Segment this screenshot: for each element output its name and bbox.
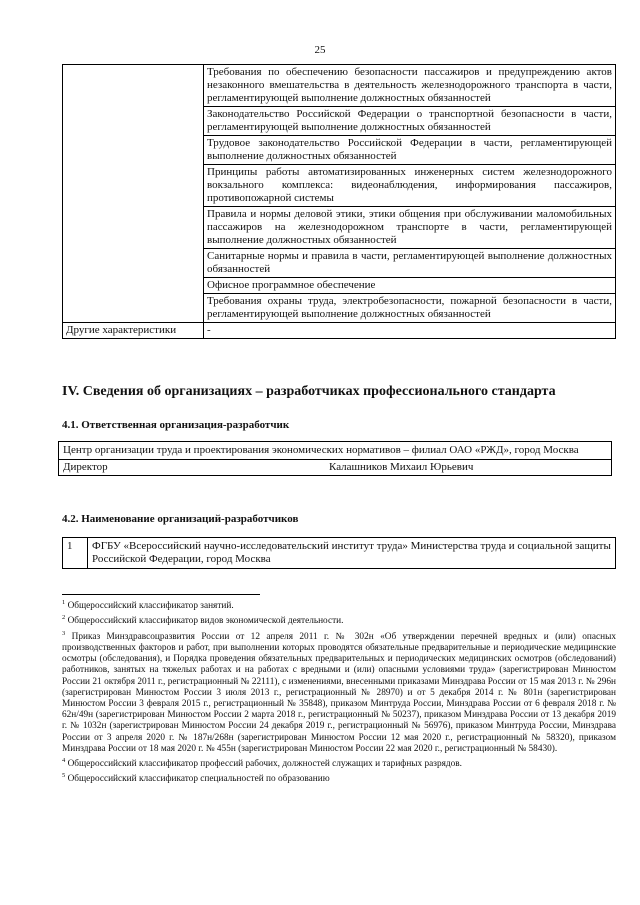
table-row [63,65,616,107]
responsible-organization-box [58,441,612,476]
table-cell: Принципы работы автоматизированных инженерных систем железнодорожного вокзального комплекса: видеонаблюдения, информирования пассажиров, противопожарной системы [204,165,616,207]
knowledge-table [62,64,616,339]
footnote-mark: 5 [62,772,66,780]
table-row [63,538,616,569]
footnote [62,597,616,612]
footnote-text: Приказ Минздравсоцразвития России от 12 апреля 2011 г. № 302н «Об утверждении перечней вредных и (или) опасных производственных факторов и работ, при выполнении которых проводятся обязательные предварительные и периодические медицинские осмотры (обследования), и Порядка проведения обязательных предварительных и периодических медицинских осмотров (обследований) работников, занятых на тяжелых работах и на работах с вредными и (или) опасными условиями труда» (зарегистрирован Минюстом России 21 октября 2011 г., регистрационный № 22111), с изменениями, внесенными приказами Минздрава России от 15 мая 2013 г. № 296н (зарегистрирован Минюстом России 3 июля 2013 г., регистрационный № 28970) и от 5 декабря 2014 г. № 801н (зарегистрирован Минюстом России 3 февраля 2015 г., регистрационный № 35848), приказом Минтруда России, Минздрава России от 6 февраля 2018 г. № 62н/49н (зарегистрирован Минюстом России 2 марта 2018 г., регистрационный № 50237), приказом Минздрава России от 13 декабря 2019 г. № 1032н (зарегистрирован Минюстом России 24 декабря 2019 г., регистрационный № 56976), приказом Минтруда России, Минздрава России от 3 апреля 2020 г. № 187н/268н (зарегистрирован Минюстом России 12 мая 2020 г., регистрационный № 58320), приказом Минздрава России от 18 мая 2020 г. № 455н (зарегистрирован Минюстом России 22 мая 2020 г., регистрационный № 58430). [62,631,616,754]
table-row-other-characteristics [63,323,616,339]
footnote [62,770,616,785]
section-heading: IV. Сведения об организациях – разработчиках профессионального стандарта [62,384,556,399]
table-cell: Законодательство Российской Федерации о транспортной безопасности в части, регламентирующей выполнение должностных обязанностей [204,107,616,136]
footnote-divider [62,594,260,595]
table-cell: - [204,323,616,339]
footnote [62,628,616,755]
developer-name: ФГБУ «Всероссийский научно-исследовательский институт труда» Министерства труда и социальной защиты Российской Федерации, город Москва [88,538,616,569]
footnote-mark: 1 [62,599,66,606]
table-cell: Трудовое законодательство Российской Федерации в части, регламентирующей выполнение должностных обязанностей [204,136,616,165]
table-cell: Офисное программное обеспечение [204,278,616,294]
table-cell: Требования по обеспечению безопасности пассажиров и предупреждению актов незаконного вмешательства в деятельность железнодорожного транспорта в части, регламентирующей выполнение должностных обязанностей [204,65,616,107]
responsible-person-name: Калашников Михаил Юрьевич [329,461,474,473]
developers-table [62,537,616,569]
footnote-text: Общероссийский классификатор видов экономической деятельности. [65,616,344,627]
table-cell-left [63,65,204,323]
table-cell: Требования охраны труда, электробезопасности, пожарной безопасности в части, регламентирующей выполнение должностных обязанностей [204,294,616,323]
footnote-mark: 2 [62,614,66,622]
table-cell-label: Другие характеристики [63,323,204,339]
responsible-person-row [59,460,611,475]
responsible-position: Директор [63,461,108,473]
subsection-heading-developers: 4.2. Наименование организаций-разработчиков [62,513,299,525]
subsection-heading-responsible: 4.1. Ответственная организация-разработчик [62,419,290,431]
footnote-text: Общероссийский классификатор специальностей по образованию [65,774,330,785]
developer-number: 1 [63,538,88,569]
footnote-text: Общероссийский классификатор занятий. [65,601,234,612]
table-cell: Санитарные нормы и правила в части, регламентирующей выполнение должностных обязанностей [204,249,616,278]
footnote-mark: 4 [62,756,66,764]
footnotes [62,597,616,786]
footnote [62,755,616,770]
footnote [62,612,616,627]
footnote-mark: 3 [62,629,66,637]
table-cell: Правила и нормы деловой этики, этики общения при обслуживании маломобильных пассажиров на железнодорожном транспорте в части, регламентирующей выполнение должностных обязанностей [204,207,616,249]
footnote-text: Общероссийский классификатор профессий рабочих, должностей служащих и тарифных разрядов. [65,759,462,770]
page-number: 25 [314,44,326,56]
responsible-organization-name: Центр организации труда и проектирования экономических нормативов – филиал ОАО «РЖД», город Москва [59,442,611,460]
